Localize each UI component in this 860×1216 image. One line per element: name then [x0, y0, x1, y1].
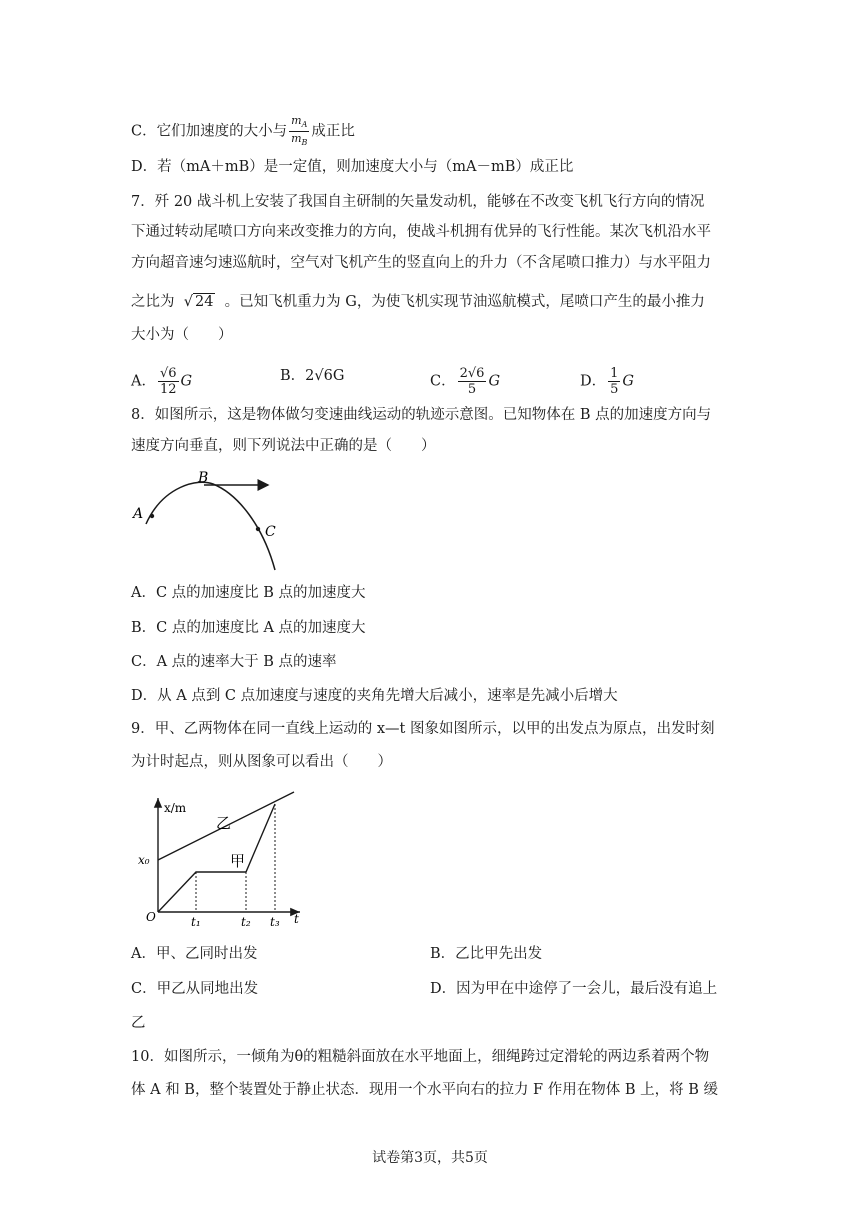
q7-line-5: 大小为（ ） — [131, 327, 233, 343]
q10-line-2: 体 A 和 B，整个装置处于静止状态．现用一个水平向右的拉力 F 作用在物体 B 上，将 B 缓 — [131, 1082, 718, 1098]
t1-label: t₁ — [191, 915, 201, 929]
q6-option-c-suffix: 成正比 — [311, 123, 355, 140]
q8-option-a: A．C 点的加速度比 B 点的加速度大 — [131, 585, 366, 601]
q7-line-3: 方向超音速匀速巡航时，空气对飞机产生的竖直向上的升力（不含尾喷口推力）与水平阻力 — [131, 255, 711, 271]
q7-line-2: 下通过转动尾喷口方向来改变推力的方向，使战斗机拥有优异的飞行性能。某次飞机沿水平 — [131, 224, 711, 240]
t2-label: t₂ — [241, 915, 251, 929]
q9-option-d-wrap: 乙 — [131, 1015, 146, 1031]
x0-label: x₀ — [138, 853, 150, 867]
q7-option-a: A． $\frac{√6}{12}$ G — [131, 366, 193, 397]
point-c — [256, 527, 260, 531]
q6-option-c — [131, 114, 355, 149]
q8-option-c: C．A 点的速率大于 B 点的速率 — [131, 654, 337, 670]
q9-xt-graph — [134, 790, 309, 930]
q8-line-1: 8．如图所示，这是物体做匀变速曲线运动的轨迹示意图。已知物体在 B 点的加速度方向与 — [131, 407, 712, 423]
q6-option-c-prefix: C．它们加速度的大小与 — [131, 123, 288, 140]
label-b: B — [198, 470, 209, 486]
origin-label: O — [146, 910, 156, 924]
q7-option-d: D． $\frac{1}{5}$ G — [580, 366, 635, 397]
point-a — [150, 514, 154, 518]
trajectory-curve — [146, 482, 275, 570]
q9-option-d: D．因为甲在中途停了一会儿，最后没有追上 — [430, 981, 718, 997]
q6-option-c-fraction: $\frac{m_A}{m_B}$ — [291, 114, 308, 148]
q8-option-d: D．从 A 点到 C 点加速度与速度的夹角先增大后减小，速率是先减小后增大 — [131, 688, 618, 704]
q7-option-c: C． $\frac{2√6}{5}$ G — [430, 366, 501, 397]
series-yi-label: 乙 — [216, 814, 232, 832]
q7-option-b: B．2√6G — [280, 368, 345, 384]
label-c: C — [265, 524, 276, 540]
q8-option-b: B．C 点的加速度比 A 点的加速度大 — [131, 620, 366, 636]
page-footer: 试卷第3页，共5页 — [372, 1150, 488, 1166]
q7-line-4: 之比为 √ 24 。已知飞机重力为 G，为使飞机实现节油巡航模式，尾喷口产生的最小推力 — [131, 294, 705, 310]
q7-line-1: 7．歼 20 战斗机上安装了我国自主研制的矢量发动机，能够在不改变飞机飞行方向的情况 — [131, 194, 705, 210]
series-jia-label: 甲 — [230, 852, 246, 870]
q9-option-b: B．乙比甲先出发 — [430, 946, 543, 962]
label-a: A — [133, 506, 144, 522]
q8-line-2: 速度方向垂直，则下列说法中正确的是（ ） — [131, 438, 436, 454]
q7-sqrt-value: 24 — [194, 294, 214, 310]
q9-option-c: C．甲乙从同地出发 — [131, 981, 259, 997]
y-axis-label: x/m — [164, 801, 187, 815]
q9-line-1: 9．甲、乙两物体在同一直线上运动的 x—t 图象如图所示，以甲的出发点为原点，出发时刻 — [131, 721, 715, 737]
t3-label: t₃ — [270, 915, 280, 929]
q6-option-d: D．若（mA＋mB）是一定值，则加速度大小与（mA－mB）成正比 — [131, 159, 574, 175]
q9-line-2: 为计时起点，则从图象可以看出（ ） — [131, 754, 392, 770]
q9-option-a: A．甲、乙同时出发 — [131, 946, 258, 962]
x-axis-label: t — [294, 912, 299, 926]
q10-line-1: 10．如图所示，一倾角为θ的粗糙斜面放在水平地面上，细绳跨过定滑轮的两边系着两个物 — [131, 1049, 710, 1065]
q8-trajectory-figure — [128, 466, 288, 576]
